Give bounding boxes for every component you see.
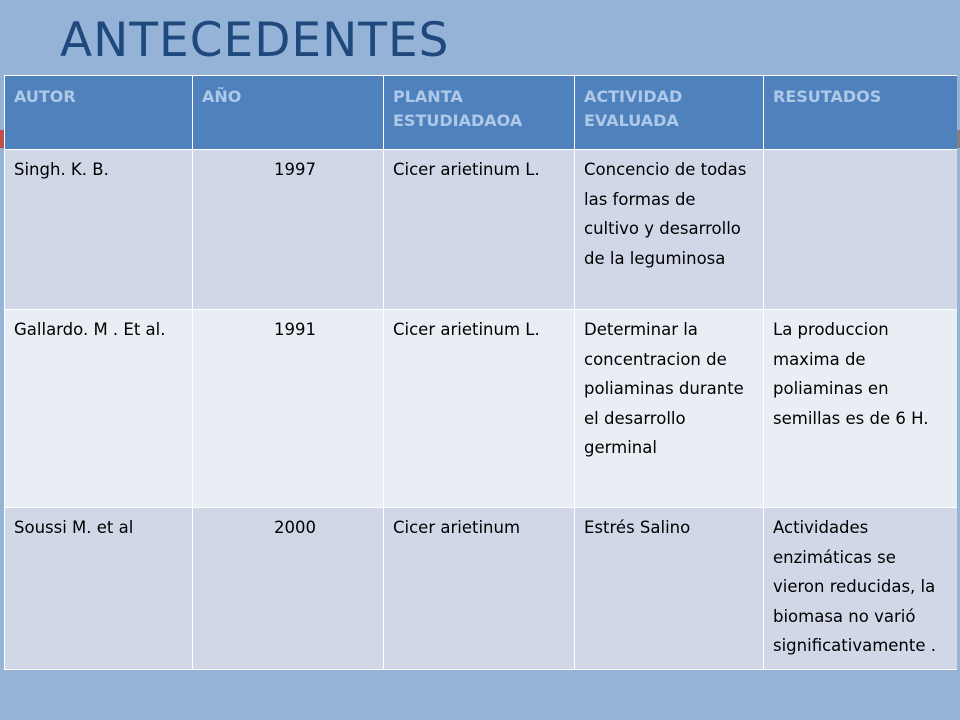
table-header-row — [5, 76, 958, 150]
cell-planta: Cicer arietinum L. — [384, 150, 575, 310]
cell-autor: Gallardo. M . Et al. — [5, 310, 193, 508]
table-row — [5, 310, 958, 508]
cell-anio: 1991 — [193, 310, 384, 508]
slide-title: ANTECEDENTES — [60, 13, 450, 68]
table-row — [5, 150, 958, 310]
cell-resultados: La produccion maxima de poliaminas en semillas es de 6 H. — [764, 310, 958, 508]
cell-anio: 1997 — [193, 150, 384, 310]
cell-planta: Cicer arietinum — [384, 508, 575, 670]
cell-resultados — [764, 150, 958, 310]
header-autor: AUTOR — [5, 76, 193, 150]
cell-actividad: Estrés Salino — [575, 508, 764, 670]
cell-autor: Singh. K. B. — [5, 150, 193, 310]
header-planta: PLANTA ESTUDIADAOA — [384, 76, 575, 150]
cell-actividad: Concencio de todas las formas de cultivo y desarrollo de la leguminosa — [575, 150, 764, 310]
cell-resultados: Actividades enzimáticas se vieron reducidas, la biomasa no varió significativamente . — [764, 508, 958, 670]
cell-anio: 2000 — [193, 508, 384, 670]
cell-actividad: Determinar la concentracion de poliaminas durante el desarrollo germinal — [575, 310, 764, 508]
cell-planta: Cicer arietinum L. — [384, 310, 575, 508]
header-anio: AÑO — [193, 76, 384, 150]
antecedentes-table — [4, 75, 957, 670]
header-resultados: RESUTADOS — [764, 76, 958, 150]
cell-autor: Soussi M. et al — [5, 508, 193, 670]
table-row — [5, 508, 958, 670]
table-container — [4, 75, 957, 720]
header-actividad: ACTIVIDAD EVALUADA — [575, 76, 764, 150]
